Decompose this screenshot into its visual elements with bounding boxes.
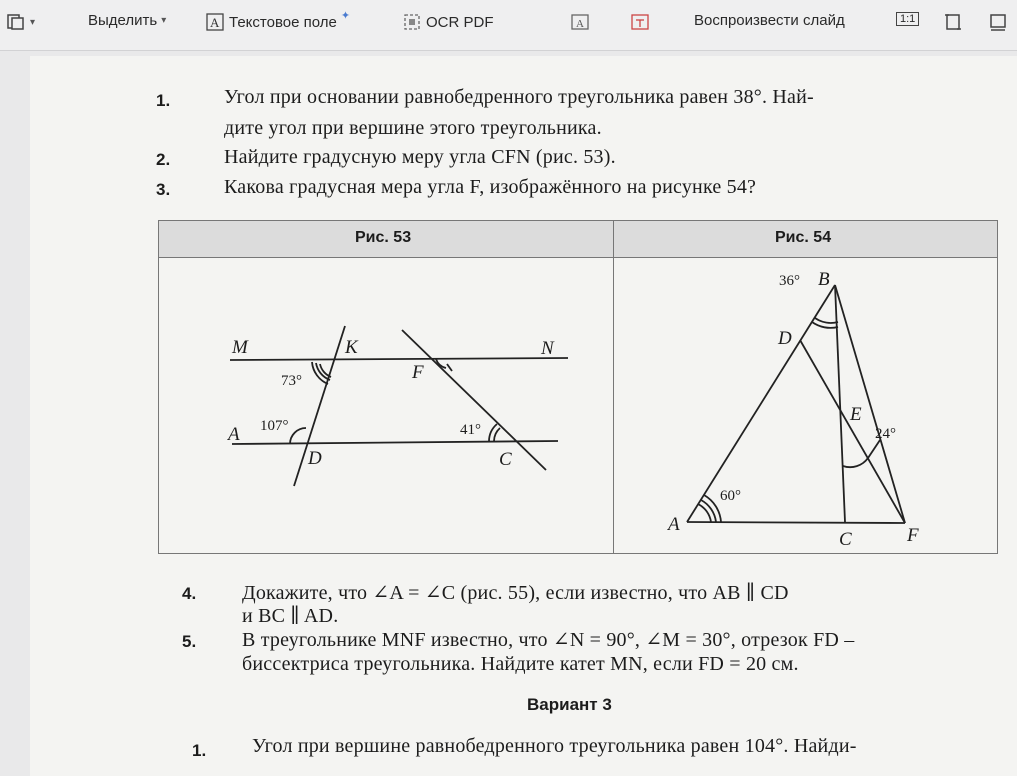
problem-number: 3. xyxy=(156,180,171,199)
label-f: F xyxy=(412,362,424,383)
svg-text:A: A xyxy=(576,18,584,30)
problem-number: 4. xyxy=(182,584,197,603)
problem-text: В треугольнике MNF известно, что ∠N = 90°, ∠M = 30°, отрезок FD – xyxy=(242,629,855,651)
problem-text: Какова градусная мера угла F, изображённого на рисунке 54? xyxy=(224,176,757,198)
label-d: D xyxy=(778,328,792,349)
label-d: D xyxy=(308,448,322,469)
problem-text: Угол при вершине равнобедренного треугольника равен 104°. Найди- xyxy=(252,735,857,757)
label-a: A xyxy=(668,514,680,535)
play-slideshow-label: Воспроизвести слайд xyxy=(694,12,845,29)
label-e: E xyxy=(850,404,862,425)
problem-text: Угол при основании равнобедренного треугольника равен 38°. Най- xyxy=(224,86,814,108)
label-c: C xyxy=(839,529,852,550)
label-n: N xyxy=(541,338,554,359)
problem-number: 1. xyxy=(156,91,171,110)
angle-label-24: 24° xyxy=(875,426,896,442)
angle-label-107: 107° xyxy=(260,418,289,434)
figure-53-caption: Рис. 53 xyxy=(355,229,412,246)
variant-heading: Вариант 3 xyxy=(527,695,612,714)
chevron-down-icon: ▾ xyxy=(161,15,167,26)
angle-pointer xyxy=(868,440,880,458)
problem-text: дите угол при вершине этого треугольника. xyxy=(224,117,602,139)
label-k: K xyxy=(345,337,358,358)
angle-label-41: 41° xyxy=(460,422,481,438)
label-b: B xyxy=(818,269,830,290)
side-bf xyxy=(835,285,905,523)
angle-arc-24 xyxy=(843,458,868,467)
label-a: A xyxy=(228,424,240,445)
angle-arc-60 xyxy=(704,495,721,522)
ocr-pdf-label: OCR PDF xyxy=(426,13,494,31)
chevron-down-icon: ▾ xyxy=(30,16,36,28)
problem-text: Найдите градусную меру угла CFN (рис. 53). xyxy=(224,146,616,168)
side-af xyxy=(687,522,905,523)
angle-arc-36 xyxy=(815,318,838,323)
angle-label-36: 36° xyxy=(779,273,800,289)
text-field-label: Текстовое поле xyxy=(229,13,337,31)
problem-text: Докажите, что ∠A = ∠C (рис. 55), если известно, что AB ∥ CD xyxy=(242,582,789,604)
figure-54-caption: Рис. 54 xyxy=(775,229,832,246)
label-f: F xyxy=(907,525,919,546)
svg-text:A: A xyxy=(210,15,220,30)
angle-label-73: 73° xyxy=(281,373,302,389)
problem-number: 2. xyxy=(156,150,171,169)
problem-text: биссектриса треугольника. Найдите катет MN, если FD = 20 см. xyxy=(242,653,799,675)
angle-label-60: 60° xyxy=(720,488,741,504)
select-tool-label: Выделить xyxy=(88,12,158,29)
actual-size-icon: 1:1 xyxy=(896,12,919,26)
label-c: C xyxy=(499,449,512,470)
label-m: M xyxy=(232,337,248,358)
problem-number: 5. xyxy=(182,632,197,651)
side-ab xyxy=(687,285,835,522)
sparkle-icon: ✦ xyxy=(340,9,351,22)
problem-text: и BC ∥ AD. xyxy=(242,605,339,627)
problem-number: 1. xyxy=(192,741,207,760)
